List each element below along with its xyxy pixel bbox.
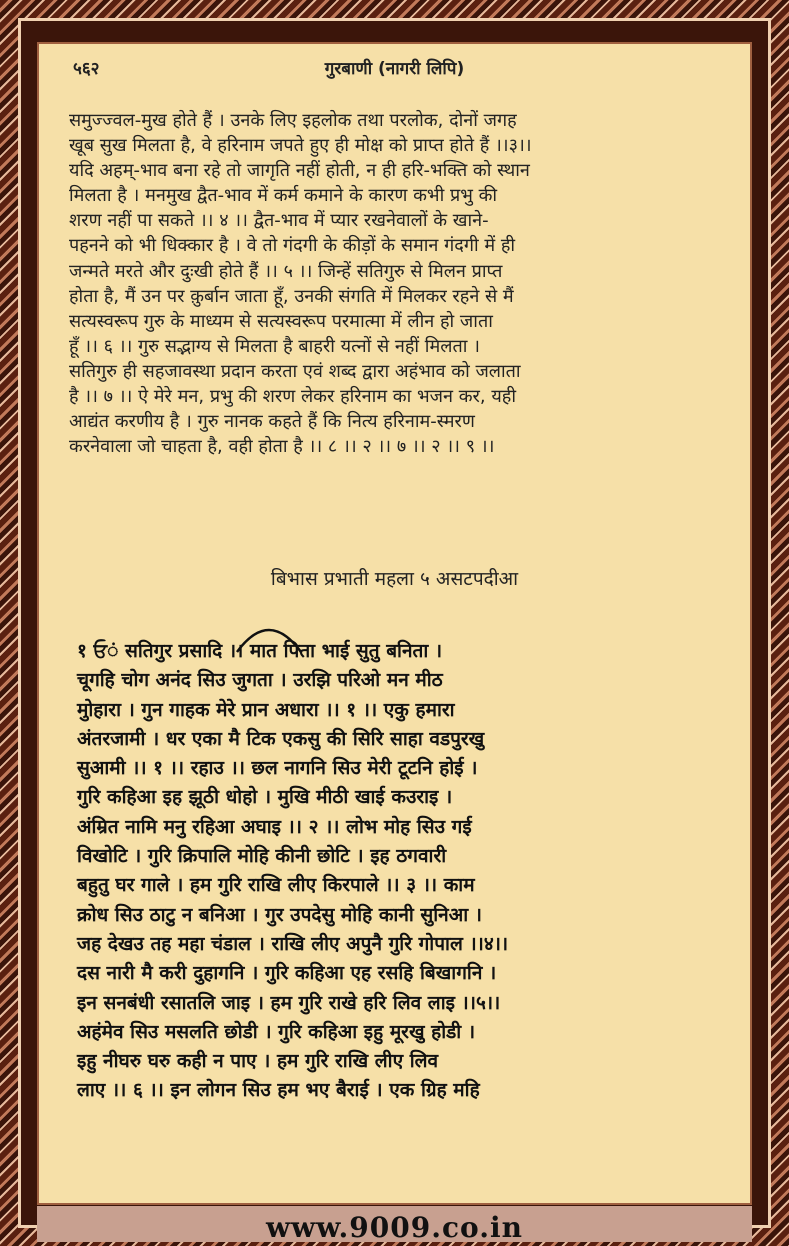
footer-url: www.9009.co.in (266, 1211, 523, 1244)
scripture-text: १ ਓं सतिगुर प्रसादि ।। मात पिता भाई सुतु बनिता । चूगहि चोग अनंद सिउ जुगता । उरझि परिओ मन मीठ मुोहारा । गुन गाहक मेरे प्रान अधारा ।। १ ।। एकु हमारा अंतरजामी । धर एका मै टिक एकसु की सिरि साहा वडपुरखु सुआमी ।। १ ।। रहाउ ।। छल नागनि सिउ मेरी टूटनि होई । गुरि कहिआ इह झूठी धोहो । मुखि मीठी खाई कउराइ । अंम्रित नामि मनु रहिआ अघाइ ।। २ ।। लोभ मोह सिउ गई विखोटि । गुरि क्रिपालि मोहि कीनी छोटि । इह ठगवारी बहुतु घर गाले । हम गुरि राखि लीए किरपाले ।। ३ ।। काम क्रोध सिउ ठाटु न बनिआ । गुर उपदेसु मोहि कानी सुनिआ । जह देखउ तह महा चंडाल । राखि लीए अपुनै गुरि गोपाल ।।४।। दस नारी मै करी दुहागनि । गुरि कहिआ एह रसहि बिखागनि । इन सनबंधी रसातलि जाइ । हम गुरि राखे हरि लिव लाइ ।।५।। अहंमेव सिउ मसलति छोडी । गुरि कहिआ इहु मूरखु होडी । इहु नीघरु घरु कही न पाए । हम गुरि राखि लीए लिव लाए ।। ६ ।। इन लोगन सिउ हम भए बैराई । एक ग्रिह महि (77, 640, 509, 1102)
running-title: गुरबाणी (नागरी लिपि) (324, 59, 465, 79)
section-title: बिभास प्रभाती महला ५ असटपदीआ (270, 568, 519, 590)
commentary-paragraph: समुज्ज्वल-मुख होते हैं । उनके लिए इहलोक तथा परलोक, दोनों जगह खूब सुख मिलता है, वे हरिनाम जपते हुए ही मोक्ष को प्राप्त होते हैं ।।३।। यदि अहम्-भाव बना रहे तो जागृति नहीं होती, न ही हरि-भक्ति को स्थान मिलता है । मनमुख द्वैत-भाव में कर्म कमाने के कारण कभी प्रभु की शरण नहीं पा सकते ।। ४ ।। द्वैत-भाव में प्यार रखनेवालों के खाने- पहनने को भी धिक्कार है । वे तो गंदगी के कीड़ों के समान गंदगी में ही जन्मते मरते और दुःखी होते हैं ।। ५ ।। जिन्हें सतिगुरु से मिलन प्राप्त होता है, मैं उन पर क़ुर्बान जाता हूँ, उनकी संगति में मिलकर रहने से मैं सत्यस्वरूप गुरु के माध्यम से सत्यस्वरूप परमात्मा में लीन हो जाता हूँ ।। ६ ।। गुरु सद्भाग्य से मिलता है बाहरी यत्नों से नहीं मिलता । सतिगुरु ही सहजावस्था प्रदान करता एवं शब्द द्वारा अहंभाव को जलाता है ।। ७ ।। ऐ मेरे मन, प्रभु की शरण लेकर हरिनाम का भजन कर, यही आद्यंत करणीय है । गुरु नानक कहते हैं कि नित्य हरिनाम-स्मरण करनेवाला जो चाहता है, वही होता है ।। ८ ।। २ ।। ७ ।। २ ।। ९ ।। (69, 110, 532, 458)
page-number: ५६२ (73, 59, 100, 79)
book-page (37, 42, 752, 1205)
